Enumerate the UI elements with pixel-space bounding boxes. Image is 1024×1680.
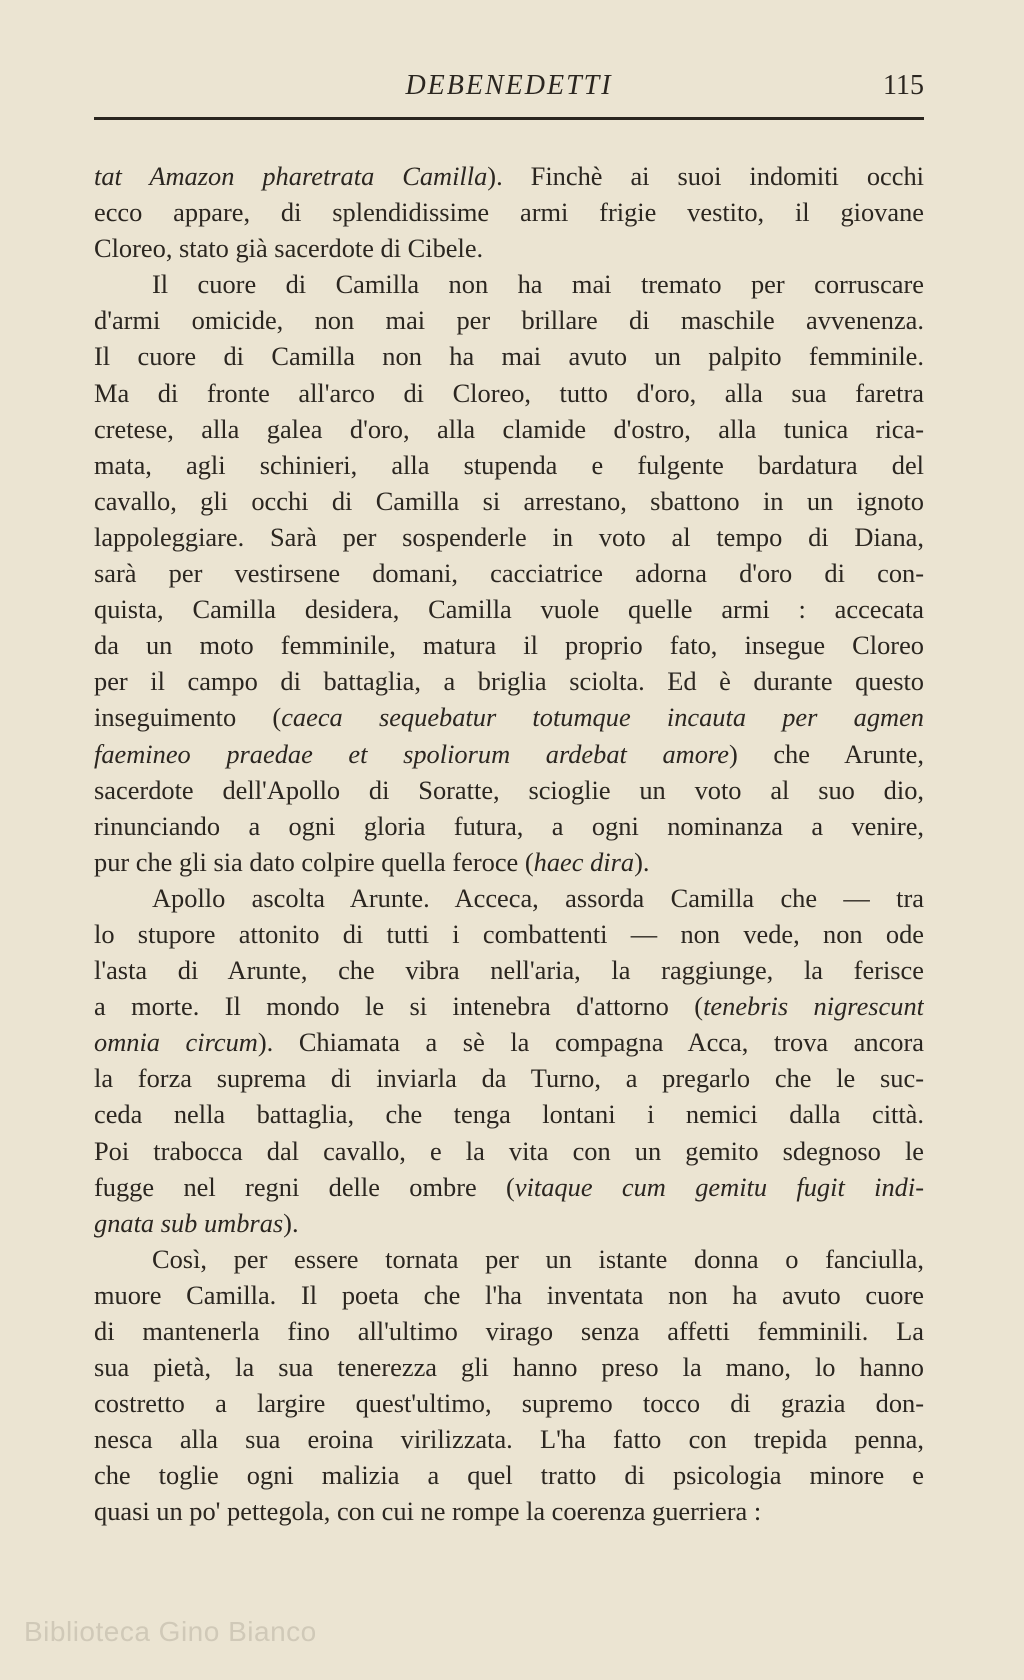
latin-quotation: tat Amazon pharetrata Camilla [94,161,488,191]
text-line [94,1024,924,1060]
line-text: ). [283,1207,299,1238]
latin-quotation: vitaque cum gemitu fugit indi- [514,1171,924,1202]
latin-quotation: omnia circum [94,1027,258,1058]
text-line: muore Camilla. Il poeta che l'ha inventata non ha avuto cuore [94,1279,924,1310]
text-line: Così, per essere tornata per un istante donna o fanciulla, [152,1243,924,1274]
text-line: la forza suprema di inviarla da Turno, a pregarlo che le suc- [94,1063,924,1094]
text-line: cavallo, gli occhi di Camilla si arrestano, sbattono in un ignoto [94,485,924,516]
line-text: ). Chiamata a sè la compagna Acca, trova ancora [257,1027,924,1058]
page-number: 115 [883,70,924,101]
text-line: cretese, alla galea d'oro, alla clamide d'ostro, alla tunica rica- [94,413,924,444]
line-text: a morte. Il mondo le si intenebra d'attorno ( [94,991,704,1022]
latin-quotation: tenebris nigrescunt [703,991,924,1022]
text-line: di mantenerla fino all'ultimo virago senza affetti femminili. La [94,1316,924,1346]
text-line [94,699,924,735]
latin-quotation: caeca sequebatur totumque incauta per agmen [281,702,924,733]
text-line: lappoleggiare. Sarà per sospenderle in voto al tempo di Diana, [94,521,924,552]
line-text: ) che Arunte, [728,738,924,769]
text-line [94,844,924,880]
page-header [94,66,924,122]
text-line: Poi trabocca dal cavallo, e la vita con un gemito sdegnoso le [94,1135,924,1166]
text-line: Apollo ascolta Arunte. Acceca, assorda Camilla che — tra [152,882,924,913]
text-line: mata, agli schinieri, alla stupenda e fulgente bardatura del [94,449,924,480]
text-line: per il campo di battaglia, a briglia sciolta. Ed è durante questo [94,666,924,697]
text-line [94,736,924,772]
latin-quotation: faemineo praedae et spoliorum ardebat amore [94,738,729,769]
text-line: quista, Camilla desidera, Camilla vuole quelle armi : accecata [94,594,924,625]
text-line: Cloreo, stato già sacerdote di Cibele. [94,233,484,264]
line-text: ). Finchè ai suoi indomiti occhi [487,161,924,191]
text-line: lo stupore attonito di tutti i combattenti — non vede, non ode [94,918,924,949]
latin-quotation: gnata sub umbras [94,1207,284,1238]
text-line: rinunciando a ogni gloria futura, a ogni nominanza a venire, [94,810,924,841]
line-text: inseguimento ( [94,702,282,733]
text-line: sarà per vestirsene domani, cacciatrice adorna d'oro di con- [94,558,924,589]
text-line [94,1169,924,1205]
header-rule [94,117,924,120]
text-line [94,158,924,194]
text-line: Il cuore di Camilla non ha mai tremato per corruscare [152,269,924,300]
text-line: che toglie ogni malizia a quel tratto di psicologia minore e [94,1460,924,1491]
text-line: ecco appare, di splendidissime armi frigie vestito, il giovane [94,197,924,228]
library-watermark: Biblioteca Gino Bianco [24,1616,317,1647]
latin-quotation: haec dira [533,846,635,877]
text-line: l'asta di Arunte, che vibra nell'aria, la raggiunge, la ferisce [94,955,924,986]
text-line: d'armi omicide, non mai per brillare di maschile avvenenza. [94,305,924,336]
text-line [94,1205,924,1241]
text-line: quasi un po' pettegola, con cui ne rompe la coerenza guerriera : [94,1496,762,1527]
running-head: DEBENEDETTI [405,70,613,101]
line-text: ). [634,846,650,877]
text-line: nesca alla sua eroina virilizzata. L'ha fatto con trepida penna, [94,1424,924,1455]
text-line: sacerdote dell'Apollo di Soratte, scioglie un voto al suo dio, [94,774,924,805]
text-line: costretto a largire quest'ultimo, supremo tocco di grazia don- [94,1388,924,1419]
text-line: sua pietà, la sua tenerezza gli hanno preso la mano, lo hanno [94,1352,924,1383]
text-line: da un moto femminile, matura il proprio fato, insegue Cloreo [94,630,924,661]
body-text [94,158,924,1530]
text-line: ceda nella battaglia, che tenga lontani i nemici dalla città. [94,1099,924,1130]
text-line [94,988,924,1024]
line-text: pur che gli sia dato colpire quella feroce ( [94,846,534,877]
text-line: Il cuore di Camilla non ha mai avuto un palpito femminile. [94,341,924,372]
text-line: Ma di fronte all'arco di Cloreo, tutto d'oro, alla sua faretra [94,377,924,408]
line-text: fugge nel regni delle ombre ( [94,1171,515,1202]
